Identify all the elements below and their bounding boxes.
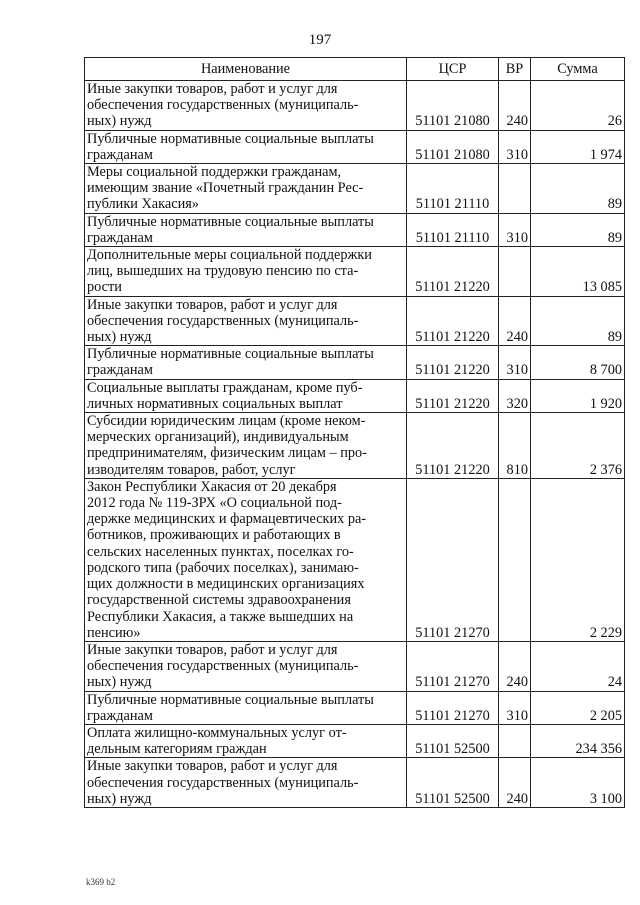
row-csr-cell: 51101 21270 bbox=[407, 641, 499, 691]
row-name-cell: Публичные нормативные социальные выплаты гражданам bbox=[85, 130, 407, 163]
row-csr-cell: 51101 52500 bbox=[407, 724, 499, 757]
row-csr-cell: 51101 21220 bbox=[407, 413, 499, 479]
row-name-cell: Иные закупки товаров, работ и услуг для обеспечения государственных (муниципаль- ных) нужд bbox=[85, 81, 407, 131]
table-row bbox=[85, 346, 625, 379]
row-sum-cell: 1 920 bbox=[531, 379, 625, 412]
table-row bbox=[85, 164, 625, 214]
row-vr-cell: 240 bbox=[499, 296, 531, 346]
table-row bbox=[85, 413, 625, 479]
row-csr-cell: 51101 21110 bbox=[407, 164, 499, 214]
row-csr-cell: 51101 21220 bbox=[407, 346, 499, 379]
row-vr-cell: 310 bbox=[499, 691, 531, 724]
row-vr-cell: 320 bbox=[499, 379, 531, 412]
row-sum-cell: 13 085 bbox=[531, 247, 625, 297]
row-name-cell: Публичные нормативные социальные выплаты гражданам bbox=[85, 346, 407, 379]
row-vr-cell bbox=[499, 164, 531, 214]
row-sum-cell: 8 700 bbox=[531, 346, 625, 379]
row-name-cell: Закон Республики Хакасия от 20 декабря 2012 года № 119-ЗРХ «О социальной под- держке медицинских и фармацевтических ра- ботников, проживающих и работающих в сельских населенных пунктах, поселках го- родского типа (рабочих поселках), занимаю- щих должности в медицинских организациях государственной системы здравоохранения Республики Хакасия, а также вышедших на пенсию» bbox=[85, 478, 407, 641]
row-name-cell: Иные закупки товаров, работ и услуг для обеспечения государственных (муниципаль- ных) нужд bbox=[85, 641, 407, 691]
row-csr-cell: 51101 21080 bbox=[407, 81, 499, 131]
header-vr: ВР bbox=[499, 58, 531, 81]
row-csr-cell: 51101 52500 bbox=[407, 758, 499, 808]
row-vr-cell: 240 bbox=[499, 758, 531, 808]
row-name-cell: Публичные нормативные социальные выплаты гражданам bbox=[85, 213, 407, 246]
row-name-cell: Иные закупки товаров, работ и услуг для обеспечения государственных (муниципаль- ных) нужд bbox=[85, 758, 407, 808]
row-vr-cell: 240 bbox=[499, 81, 531, 131]
row-vr-cell: 310 bbox=[499, 346, 531, 379]
row-sum-cell: 2 229 bbox=[531, 478, 625, 641]
row-name-cell: Меры социальной поддержки гражданам, имеющим звание «Почетный гражданин Рес- публики Хакасия» bbox=[85, 164, 407, 214]
row-vr-cell bbox=[499, 247, 531, 297]
page-number: 197 bbox=[308, 32, 332, 48]
table-row bbox=[85, 130, 625, 163]
table-row bbox=[85, 247, 625, 297]
row-vr-cell: 310 bbox=[499, 213, 531, 246]
row-csr-cell: 51101 21220 bbox=[407, 296, 499, 346]
row-name-cell: Дополнительные меры социальной поддержки лиц, вышедших на трудовую пенсию по ста- рости bbox=[85, 247, 407, 297]
table-row bbox=[85, 758, 625, 808]
row-sum-cell: 3 100 bbox=[531, 758, 625, 808]
table-row bbox=[85, 478, 625, 641]
row-sum-cell: 26 bbox=[531, 81, 625, 131]
table-row bbox=[85, 691, 625, 724]
row-name-cell: Социальные выплаты гражданам, кроме пуб- личных нормативных социальных выплат bbox=[85, 379, 407, 412]
footer-code: k369 b2 bbox=[86, 877, 116, 887]
row-name-cell: Публичные нормативные социальные выплаты гражданам bbox=[85, 691, 407, 724]
header-csr: ЦСР bbox=[407, 58, 499, 81]
row-vr-cell: 240 bbox=[499, 641, 531, 691]
header-name: Наименование bbox=[85, 58, 407, 81]
table-row bbox=[85, 213, 625, 246]
row-vr-cell bbox=[499, 724, 531, 757]
row-vr-cell: 810 bbox=[499, 413, 531, 479]
row-sum-cell: 89 bbox=[531, 296, 625, 346]
table-header-row bbox=[85, 58, 625, 81]
table-row bbox=[85, 81, 625, 131]
row-name-cell: Иные закупки товаров, работ и услуг для обеспечения государственных (муниципаль- ных) нужд bbox=[85, 296, 407, 346]
row-name-cell: Субсидии юридическим лицам (кроме неком- мерческих организаций), индивидуальным предпринимателям, физическим лицам – про- изводителям товаров, работ, услуг bbox=[85, 413, 407, 479]
table-row bbox=[85, 296, 625, 346]
table-row bbox=[85, 724, 625, 757]
table-row bbox=[85, 379, 625, 412]
row-csr-cell: 51101 21220 bbox=[407, 247, 499, 297]
row-csr-cell: 51101 21080 bbox=[407, 130, 499, 163]
budget-table bbox=[84, 57, 625, 808]
table-row bbox=[85, 641, 625, 691]
row-sum-cell: 1 974 bbox=[531, 130, 625, 163]
row-csr-cell: 51101 21110 bbox=[407, 213, 499, 246]
row-sum-cell: 2 376 bbox=[531, 413, 625, 479]
row-sum-cell: 89 bbox=[531, 213, 625, 246]
row-sum-cell: 24 bbox=[531, 641, 625, 691]
row-name-cell: Оплата жилищно-коммунальных услуг от- дельным категориям граждан bbox=[85, 724, 407, 757]
row-sum-cell: 234 356 bbox=[531, 724, 625, 757]
row-csr-cell: 51101 21270 bbox=[407, 478, 499, 641]
row-csr-cell: 51101 21270 bbox=[407, 691, 499, 724]
header-sum: Сумма bbox=[531, 58, 625, 81]
row-csr-cell: 51101 21220 bbox=[407, 379, 499, 412]
row-vr-cell: 310 bbox=[499, 130, 531, 163]
row-sum-cell: 2 205 bbox=[531, 691, 625, 724]
row-sum-cell: 89 bbox=[531, 164, 625, 214]
row-vr-cell bbox=[499, 478, 531, 641]
